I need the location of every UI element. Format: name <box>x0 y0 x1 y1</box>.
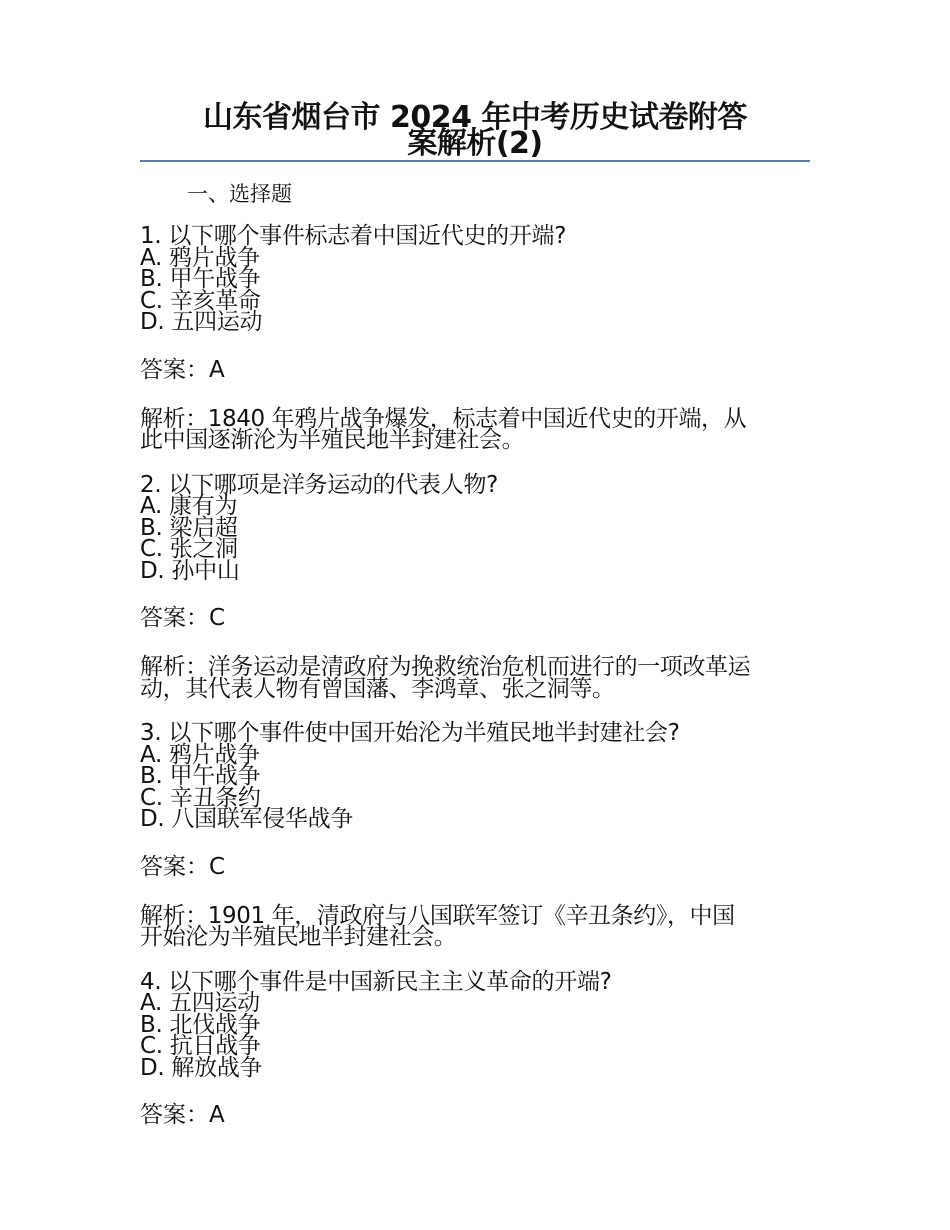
option-d: D. 孙中山 <box>140 557 240 584</box>
option-b: B. 梁启超 <box>140 514 238 541</box>
option-d: D. 八国联军侵华战争 <box>140 806 354 832</box>
analysis-line: 此中国逐渐沦为半殖民地半封建社会。 <box>140 427 525 453</box>
question-stem: 3. 以下哪个事件使中国开始沦为半殖民地半封建社会? <box>140 720 680 746</box>
option-a: A. 康有为 <box>140 493 238 519</box>
section-heading: 一、选择题 <box>187 182 292 206</box>
question-4 <box>140 968 820 1081</box>
option-c: C. 张之洞 <box>140 536 238 562</box>
option-c: C. 抗日战争 <box>140 1033 261 1059</box>
option-a: A. 五四运动 <box>140 990 260 1016</box>
question-stem: 1. 以下哪个事件标志着中国近代史的开端? <box>140 223 567 249</box>
option-a: A. 鸦片战争 <box>140 244 260 271</box>
answer-1: 答案：A <box>140 356 225 383</box>
question-1 <box>140 223 820 335</box>
option-b: B. 甲午战争 <box>140 266 261 292</box>
analysis-2 <box>140 654 820 702</box>
option-a: A. 鸦片战争 <box>140 741 260 768</box>
analysis-line: 解析：1901 年，清政府与八国联军签订《辛丑条约》，中国 <box>140 902 735 929</box>
answer-2: 答案：C <box>140 605 226 631</box>
analysis-1 <box>140 405 820 453</box>
option-d: D. 解放战争 <box>140 1054 263 1081</box>
answer-3: 答案：C <box>140 853 226 880</box>
question-3 <box>140 720 820 832</box>
document-title <box>140 100 810 161</box>
analysis-line: 解析：1840 年鸦片战争爆发，标志着中国近代史的开端，从 <box>140 405 747 432</box>
option-c: C. 辛丑条约 <box>140 784 261 811</box>
title-line-1: 山东省烟台市 2024 年中考历史试卷附答 <box>203 100 747 135</box>
option-b: B. 甲午战争 <box>140 763 261 789</box>
analysis-line: 动，其代表人物有曾国藩、李鸿章、张之洞等。 <box>140 675 615 702</box>
answer-4: 答案：A <box>140 1102 225 1128</box>
question-stem: 2. 以下哪项是洋务运动的代表人物? <box>140 471 499 498</box>
title-underline <box>140 160 810 162</box>
title-line-2: 案解析(2) <box>407 126 543 161</box>
option-c: C. 辛亥革命 <box>140 287 261 314</box>
question-2 <box>140 471 820 584</box>
option-b: B. 北伐战争 <box>140 1011 261 1038</box>
analysis-3 <box>140 902 820 950</box>
option-d: D. 五四运动 <box>140 309 263 335</box>
question-list <box>140 223 820 1154</box>
question-stem: 4. 以下哪个事件是中国新民主主义革命的开端? <box>140 968 612 995</box>
analysis-line: 解析：洋务运动是清政府为挽救统治危机而进行的一项改革运 <box>140 654 751 680</box>
analysis-line: 开始沦为半殖民地半封建社会。 <box>140 924 457 950</box>
